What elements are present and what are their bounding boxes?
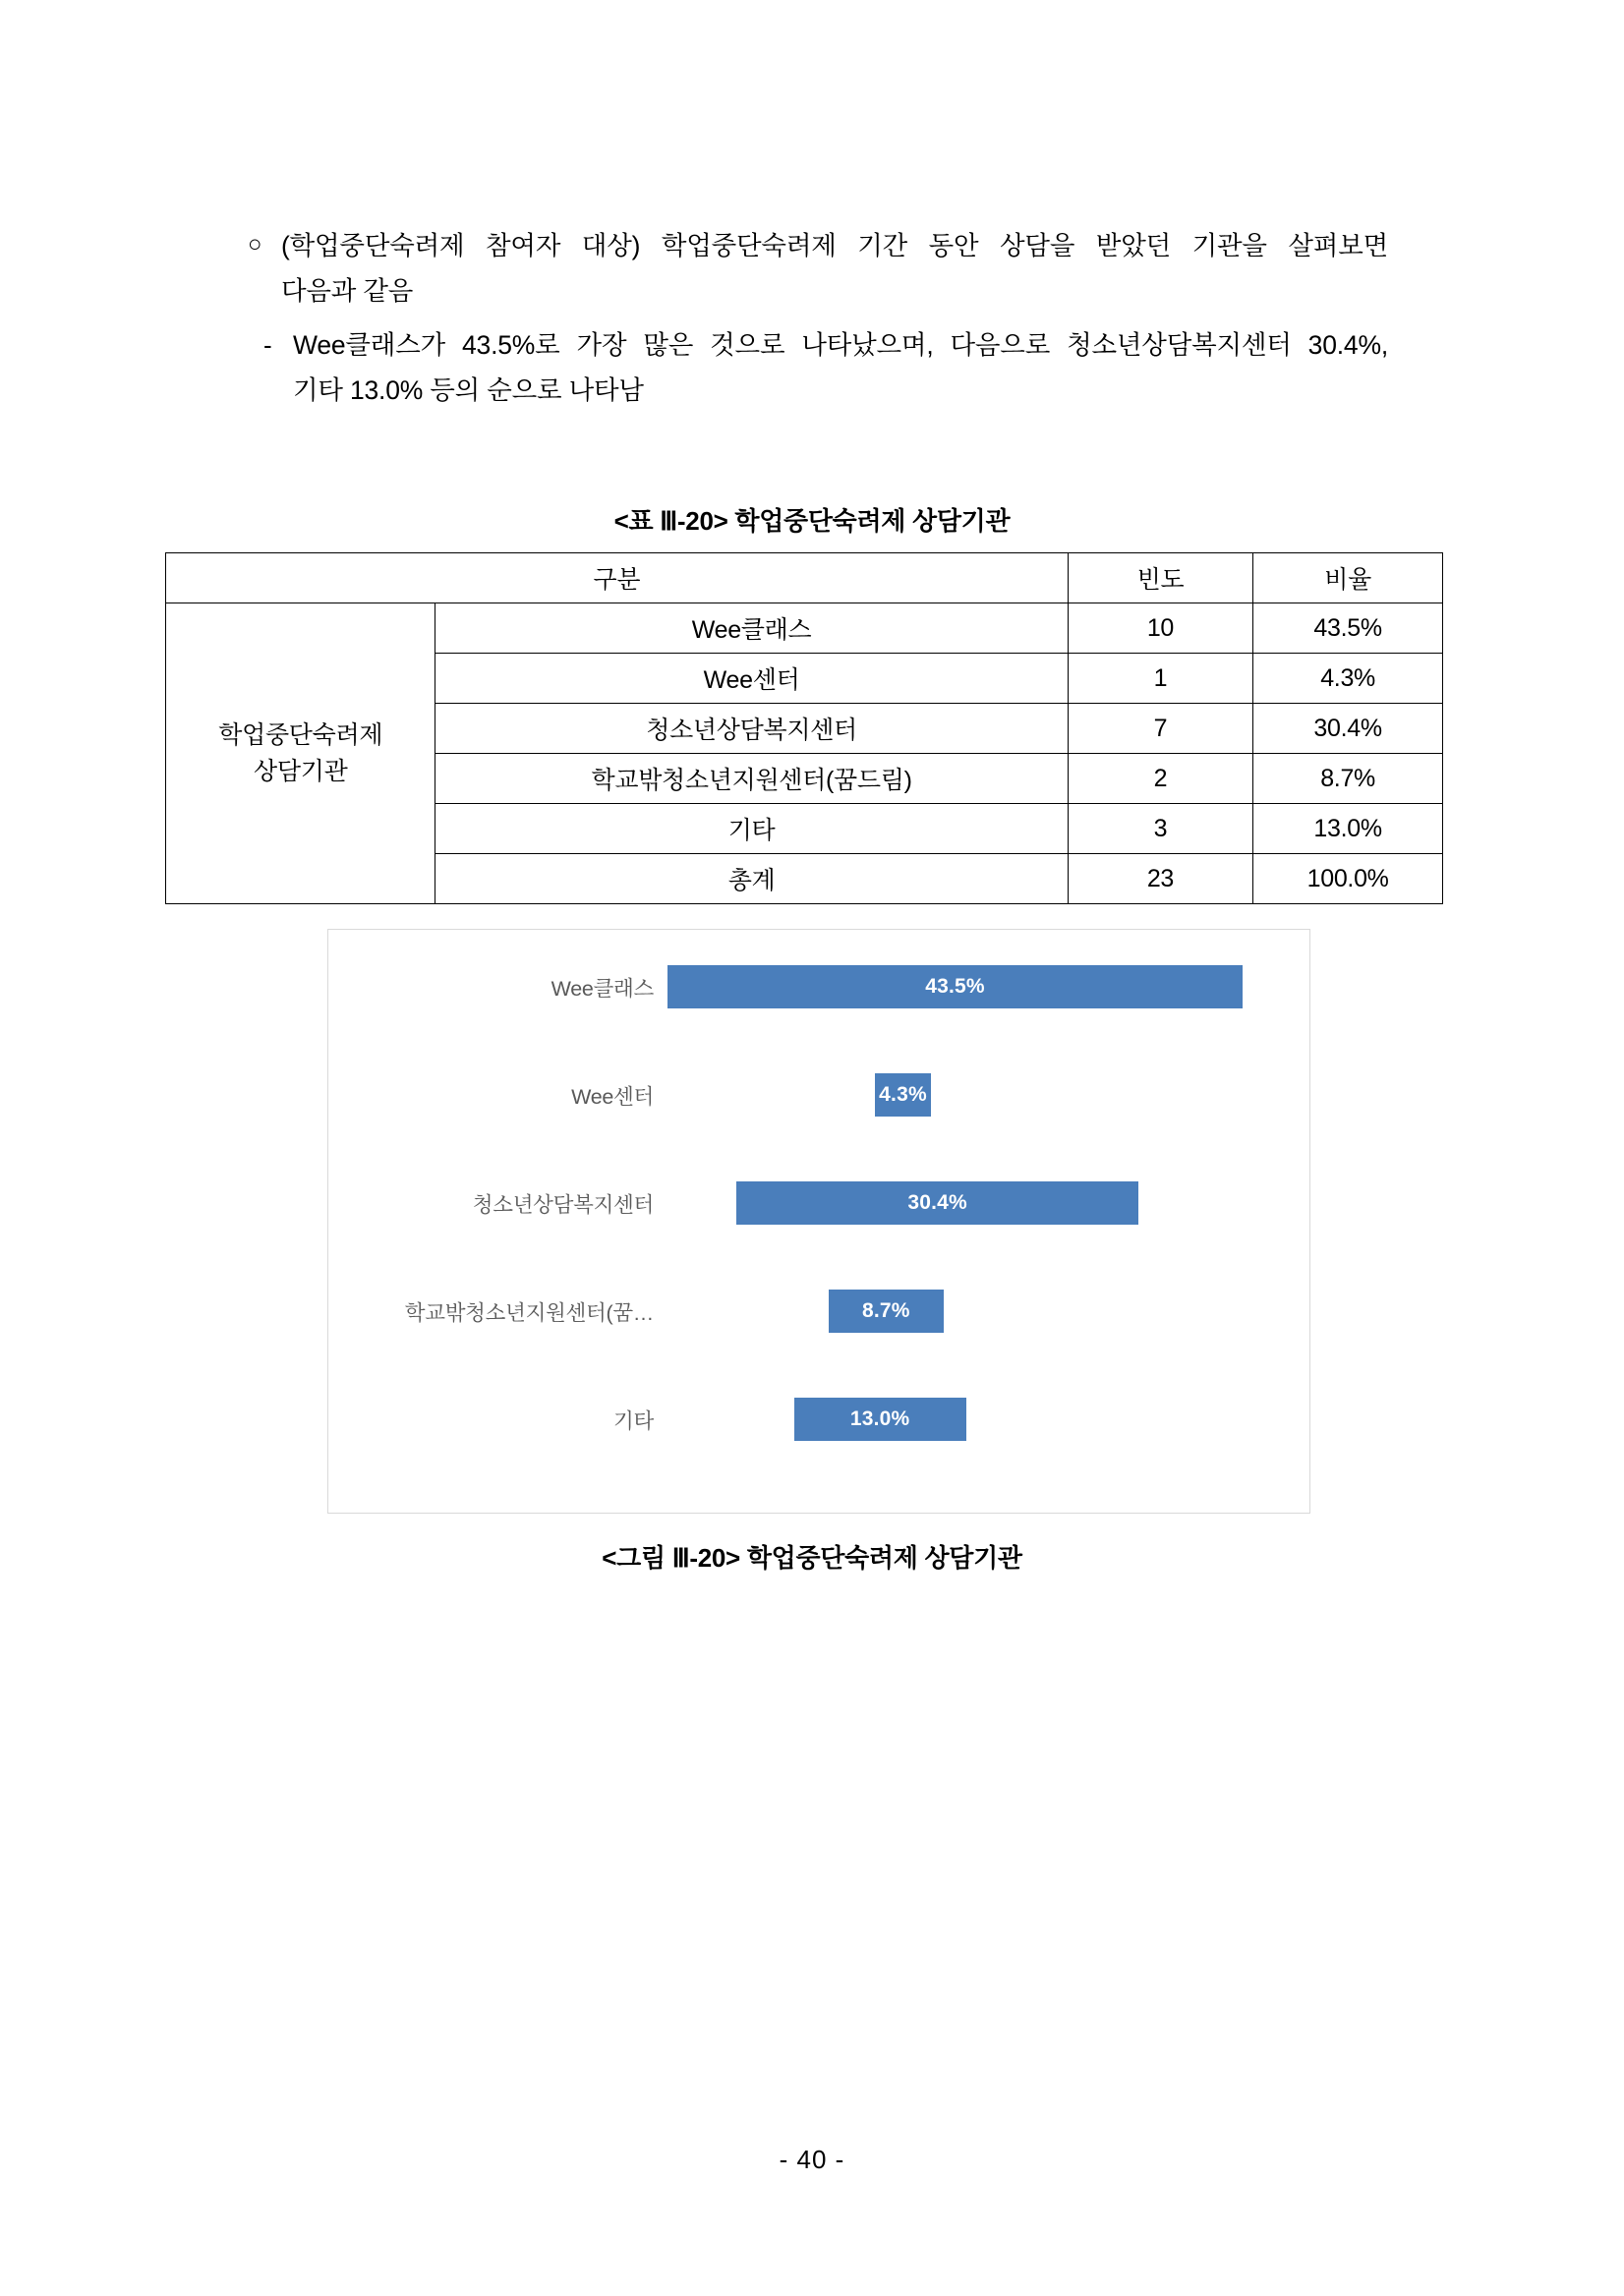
bar-chart-value-label: 13.0% [849,1407,910,1430]
table-cell-label: 기타 [435,804,1068,854]
table-cell-frequency: 10 [1068,603,1253,654]
table-header-ratio: 비율 [1253,553,1443,603]
paragraph-2-text [293,323,1388,413]
table-cell-ratio: 13.0% [1253,804,1443,854]
bar-chart-track [667,1290,1309,1333]
table-group-label-line2: 상담기관 [254,757,348,785]
data-table-container [165,552,1443,904]
bar-chart-bar [829,1290,944,1333]
paragraph-1-text [281,224,1388,314]
body-text-block [248,224,1388,413]
table-cell-label: 청소년상담복지센터 [435,704,1068,754]
table-header-row [166,553,1443,603]
bar-chart-bar [794,1398,966,1441]
paragraph-2-line-2: 기타 13.0% 등의 순으로 나타남 [293,374,644,405]
bar-chart-row [328,1290,1309,1333]
page-number: - 40 - [779,2145,845,2174]
table-cell-label: Wee센터 [435,654,1068,704]
dash-bullet-icon: - [263,330,272,361]
bar-chart-track [667,1398,1309,1441]
bar-chart-category-label: Wee클래스 [551,976,654,1001]
table-cell-ratio: 100.0% [1253,854,1443,904]
bar-chart-row [328,1398,1309,1441]
table-cell-ratio: 8.7% [1253,754,1443,804]
bar-chart-category-label: 청소년상담복지센터 [472,1192,654,1217]
table-cell-frequency: 2 [1068,754,1253,804]
table-cell-ratio: 30.4% [1253,704,1443,754]
table-row [166,603,1443,654]
bar-chart-value-label: 8.7% [861,1299,910,1322]
bar-chart-value-label: 30.4% [907,1191,967,1214]
circle-bullet-icon: ○ [248,231,262,258]
bar-chart-track [667,1073,1309,1117]
bar-chart-bar [667,965,1243,1008]
counseling-agency-table [165,552,1443,904]
bar-chart-value-label: 4.3% [879,1083,927,1106]
bar-chart-value-label: 43.5% [925,975,985,998]
bar-chart-row [328,1181,1309,1225]
table-cell-label: 학교밖청소년지원센터(꿈드림) [435,754,1068,804]
table-cell-label: 총계 [435,854,1068,904]
bar-chart-row [328,1073,1309,1117]
table-caption: <표 Ⅲ-20> 학업중단숙려제 상담기관 [613,506,1011,536]
bar-chart [327,929,1310,1514]
table-group-label-line1: 학업중단숙려제 [218,721,383,750]
paragraph-item-1 [248,224,1388,314]
table-header-division: 구분 [166,553,1069,603]
table-cell-frequency: 7 [1068,704,1253,754]
table-cell-frequency: 1 [1068,654,1253,704]
paragraph-1-line-1: (학업중단숙려제 참여자 대상) 학업중단숙려제 기간 동안 상담을 받았던 기관을 살펴보면 [281,231,1388,260]
bar-chart-row [328,965,1309,1008]
figure-caption: <그림 Ⅲ-20> 학업중단숙려제 상담기관 [602,1543,1022,1573]
paragraph-1-line-2: 다음과 같음 [281,275,414,306]
bar-chart-bar [875,1073,932,1117]
table-cell-ratio: 4.3% [1253,654,1443,704]
table-cell-label: Wee클래스 [435,603,1068,654]
paragraph-2-line-1: Wee클래스가 43.5%로 가장 많은 것으로 나타났으며, 다음으로 청소년상담복지센터 30.4%, [293,330,1388,361]
bar-chart-track [667,965,1309,1008]
table-cell-frequency: 3 [1068,804,1253,854]
bar-chart-bar [736,1181,1138,1225]
table-header-frequency: 빈도 [1068,553,1253,603]
bar-chart-category-label: 기타 [613,1408,654,1433]
table-cell-frequency: 23 [1068,854,1253,904]
bar-chart-category-label: 학교밖청소년지원센터(꿈… [404,1300,654,1325]
table-group-label [166,603,435,904]
paragraph-item-2 [248,323,1388,413]
bar-chart-plot-area [328,930,1309,1513]
bar-chart-category-label: Wee센터 [571,1084,654,1109]
bar-chart-track [667,1181,1309,1225]
table-cell-ratio: 43.5% [1253,603,1443,654]
